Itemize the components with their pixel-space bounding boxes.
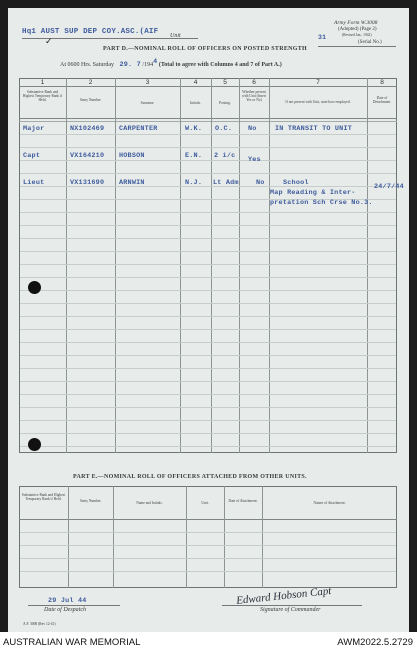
part-e-col-unit: Unit. [201, 501, 209, 505]
form-revised: (Revised Jan., 1942) [342, 33, 372, 37]
signature-line [222, 605, 362, 606]
row3-employed: School [283, 179, 309, 187]
row2-number: VX164210 [70, 152, 105, 160]
col-header-surname: Surname. [140, 101, 155, 105]
col-header-posting: Posting. [219, 101, 231, 105]
date-typed: 29. 7 [119, 61, 141, 69]
row1-rank: Major [23, 125, 45, 133]
serial-line [318, 46, 396, 47]
row-rule [20, 303, 396, 304]
row-rule [20, 212, 396, 213]
col-number: 3 [145, 79, 150, 86]
row2-rank: Capt [23, 152, 41, 160]
row-rule [20, 251, 396, 252]
unit-label: Unit [170, 33, 181, 39]
serial-label: (Serial No.) [358, 40, 382, 45]
print-code: A.F. 3008 (Rev 12-41) [23, 622, 56, 626]
row1-posting: O.C. [215, 125, 233, 133]
row-rule [20, 342, 396, 343]
row1-initials: W.K. [185, 125, 203, 133]
despatch-date: 29 Jul 44 [48, 597, 87, 605]
form-adopted: (Adopted) (Page 2) [338, 27, 377, 32]
row-rule [20, 264, 396, 265]
row-rule [20, 316, 396, 317]
row-rule [20, 290, 396, 291]
part-d-at-line [60, 58, 282, 69]
part-e-row-rule [20, 571, 396, 572]
row3-present: No [256, 179, 265, 187]
row-rule [20, 355, 396, 356]
col-header-date: Date of Detachment. [372, 96, 392, 105]
part-e-row-rule [20, 532, 396, 533]
row-rule [20, 420, 396, 421]
col-header-employed: If not present with Unit, state how employed. [285, 100, 351, 104]
col-header-initials: Initials. [190, 101, 201, 105]
col-number: 7 [316, 79, 320, 86]
row2-present: Yes [248, 156, 261, 164]
year-typed: 4 [153, 58, 158, 66]
col-number: 2 [88, 79, 93, 86]
row-rule [20, 433, 396, 434]
row-rule [20, 381, 396, 382]
part-e-div-1 [68, 486, 69, 588]
row-rule [20, 147, 396, 148]
caption-left: AUSTRALIAN WAR MEMORIAL [3, 637, 141, 648]
row1-surname: CARPENTER [119, 125, 158, 133]
row3-number: VX131690 [70, 179, 105, 187]
row-rule [20, 160, 396, 161]
row3-employed-line2: Map Reading & Inter- [270, 189, 356, 197]
tick-mark: ✓ [45, 36, 53, 46]
col-number: 8 [380, 79, 384, 86]
row3-rank: Lieut [23, 179, 45, 187]
row-rule [20, 134, 396, 135]
part-e-div-4 [224, 486, 225, 588]
row-rule [20, 277, 396, 278]
row2-initials: E.N. [185, 152, 203, 160]
col-number-line [19, 86, 397, 87]
row-rule [20, 446, 396, 447]
row3-initials: N.J. [185, 179, 203, 187]
at-suffix: (Total to agree with Columns 4 and 7 of Part A.) [158, 62, 282, 68]
row3-posting: Lt Adm [213, 179, 239, 187]
row2-posting: 2 i/c [214, 152, 236, 160]
part-e-col-name: Name and Initials. [136, 501, 163, 505]
col-number: 4 [193, 79, 198, 86]
row-rule [20, 329, 396, 330]
row3-surname: ARNWIN [119, 179, 145, 187]
row1-employed: IN TRANSIT TO UNIT [275, 125, 353, 133]
second-line [19, 121, 397, 122]
form-id: Army Form W.3008 [334, 20, 378, 26]
col-header-rank: Substantive Rank and Highest Temporary Rank if Held. [22, 90, 63, 103]
despatch-line [28, 605, 120, 606]
part-e-div-5 [262, 486, 263, 588]
col-number: 1 [40, 79, 45, 86]
part-e-title: PART E.—NOMINAL ROLL OF OFFICERS ATTACHED FROM OTHER UNITS. [73, 474, 307, 480]
col-number: 5 [223, 79, 227, 86]
row2-surname: HOBSON [119, 152, 145, 160]
col-number: 6 [252, 79, 256, 86]
header-bottom-line [19, 118, 397, 119]
part-e-div-3 [186, 486, 187, 588]
row-rule [20, 225, 396, 226]
despatch-label: Date of Despatch [44, 607, 86, 613]
at-prefix: At 0600 Hrs. Saturday [60, 62, 114, 68]
punch-hole-bottom [28, 438, 41, 451]
caption-right: AWM2022.5.2729 [337, 637, 413, 648]
row-rule [20, 238, 396, 239]
part-e-col-army-number: Army Number. [79, 499, 102, 503]
row-rule [20, 368, 396, 369]
row3-employed-line3: pretation Sch Crse No.3. [270, 199, 373, 207]
row-rule [20, 173, 396, 174]
year-prefix: /194 [142, 62, 154, 68]
part-e-row-rule [20, 545, 396, 546]
form-sheet [8, 8, 409, 632]
signature-label: Signature of Commander [260, 607, 321, 613]
part-e-div-2 [113, 486, 114, 588]
commander-signature: Edward Hobson Capt [235, 585, 332, 607]
part-e-header-line [19, 519, 397, 520]
unit-typed: Hq1 AUST SUP DEP COY.ASC.(AIF [22, 28, 159, 36]
archive-caption [0, 632, 417, 653]
row-rule [20, 394, 396, 395]
row1-present: No [248, 125, 257, 133]
col-header-present: Whether present with Unit (Insert Yes or No) [242, 90, 266, 103]
part-e-col-nature: Nature of Attachment. [313, 501, 346, 505]
row1-number: NX102469 [70, 125, 105, 133]
punch-hole-top [28, 281, 41, 294]
part-e-row-rule [20, 558, 396, 559]
row3-date: 24/7/44 [374, 183, 404, 191]
part-e-col-rank: Substantive Rank and Highest Temporary Rank if Held. [21, 493, 66, 502]
serial-typed: 31 [318, 34, 327, 41]
row-rule [20, 407, 396, 408]
part-d-title: PART D.—NOMINAL ROLL OF OFFICERS ON POSTED STRENGTH [103, 46, 308, 52]
part-e-col-date: Date of Attachment. [228, 499, 258, 503]
col-header-army-number: Army Number. [79, 98, 102, 102]
